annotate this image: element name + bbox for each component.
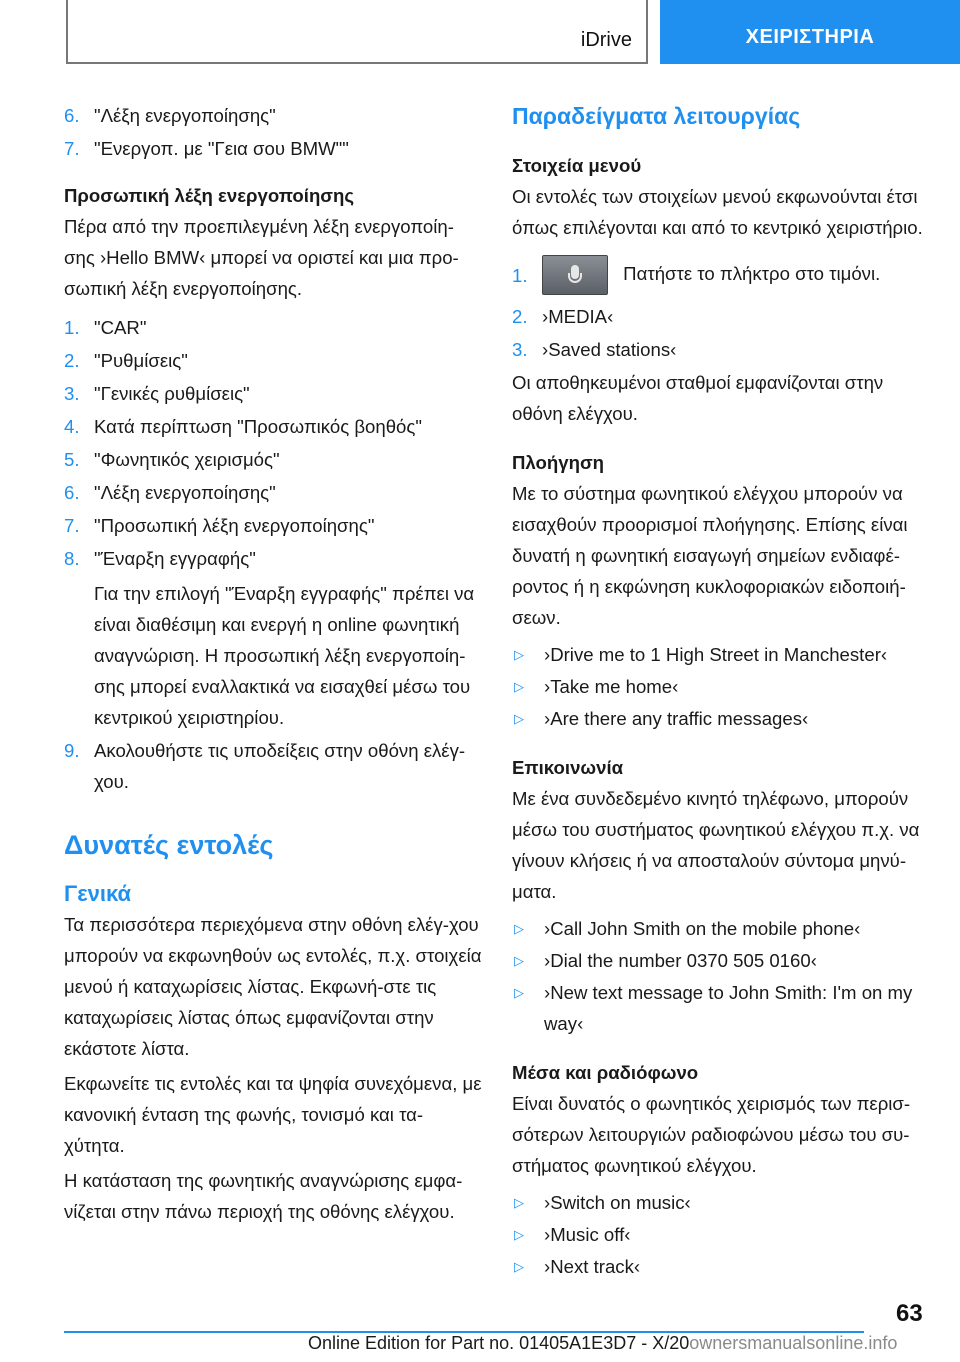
general-paragraph: Τα περισσότερα περιεχόμενα στην οθόνη ελέγ-χου μπορούν να εκφωνηθούν ως εντολές, π.χ. στοιχεία μενού ή καταχωρίσεις λίστας. Εκφωνή-στε τις καταχωρίσεις λίστας όπως εμφανίζονται στην εκάστοτε λίστα. xyxy=(64,914,482,1059)
list-item xyxy=(64,312,482,343)
page-number: 63 xyxy=(896,1300,923,1327)
command-text: ›Switch on music‹ xyxy=(544,1192,691,1213)
list-text: "Προσωπική λέξη ενεργοποίησης" xyxy=(94,515,375,536)
command-text: ›Music off‹ xyxy=(544,1224,631,1245)
command-item xyxy=(512,913,930,944)
general-heading: Γενικά xyxy=(64,881,132,906)
list-item xyxy=(64,543,482,733)
steps-list xyxy=(64,312,482,797)
page-header xyxy=(0,0,960,66)
communication-commands xyxy=(512,913,930,1039)
command-item xyxy=(512,671,930,702)
menu-items-heading: Στοιχεία μενού xyxy=(512,155,642,176)
command-text: ›Take me home‹ xyxy=(544,676,679,697)
header-chapter-tab xyxy=(660,0,960,64)
list-number: 9. xyxy=(64,740,80,761)
command-text: ›Next track‹ xyxy=(544,1256,641,1277)
list-item xyxy=(64,411,482,442)
triangle-right-icon: ▷ xyxy=(514,711,524,726)
list-number: 2. xyxy=(512,306,528,327)
general-paragraph: Εκφωνείτε τις εντολές και τα ψηφία συνεχόμενα, με κανονική ένταση της φωνής, τονισμό και τα-χύτητα. xyxy=(64,1073,482,1156)
header-section-box xyxy=(66,0,648,64)
step-note: Για την επιλογή "Έναρξη εγγραφής" πρέπει να είναι διαθέσιμη και ενεργή η online φωνητική αναγνώριση. Η προσωπική λέξη ενεργοποίη-σης μπορεί εναλλακτικά να εισαχθεί μέσω του κεντρικού χειριστηρίου. xyxy=(94,583,475,728)
list-text: ›Saved stations‹ xyxy=(542,339,677,360)
communication-text: Με ένα συνδεδεμένο κινητό τηλέφωνο, μπορούν μέσω του συστήματος φωνητικού ελέγχου π.χ. να γίνουν κλήσεις ή να αποσταλούν σύντομα μηνύ-ματα. xyxy=(512,788,920,902)
triangle-right-icon: ▷ xyxy=(514,985,524,1000)
triangle-right-icon: ▷ xyxy=(514,647,524,662)
list-text: "Λέξη ενεργοποίησης" xyxy=(94,482,276,503)
microphone-icon xyxy=(571,265,579,279)
list-item xyxy=(64,510,482,541)
command-item xyxy=(512,639,930,670)
command-text: ›Call John Smith on the mobile phone‹ xyxy=(544,918,861,939)
menu-after-text: Οι αποθηκευμένοι σταθμοί εμφανίζονται στην οθόνη ελέγχου. xyxy=(512,372,884,424)
command-item xyxy=(512,1219,930,1250)
media-radio-heading: Μέσα και ραδιόφωνο xyxy=(512,1062,699,1083)
list-item xyxy=(64,345,482,376)
personal-wake-word-heading: Προσωπική λέξη ενεργοποίησης xyxy=(64,185,355,206)
footer-edition xyxy=(308,1333,897,1354)
list-text: "CAR" xyxy=(94,317,147,338)
triangle-right-icon: ▷ xyxy=(514,1195,524,1210)
list-number: 8. xyxy=(64,548,80,569)
list-text: ›MEDIA‹ xyxy=(542,306,614,327)
navigation-heading: Πλοήγηση xyxy=(512,452,605,473)
general-paragraph: Η κατάσταση της φωνητικής αναγνώρισης εμφα-νίζεται στην πάνω περιοχή της οθόνης ελέγχου. xyxy=(64,1170,463,1222)
left-column xyxy=(64,100,482,1231)
list-number: 2. xyxy=(64,350,80,371)
list-item xyxy=(64,735,482,797)
list-text: "Ενεργοπ. με "Γεια σου BMW"" xyxy=(94,138,349,159)
top-list xyxy=(64,100,482,164)
command-item xyxy=(512,1251,930,1282)
list-item xyxy=(512,255,930,295)
list-text: "Ρυθμίσεις" xyxy=(94,350,188,371)
list-number: 4. xyxy=(64,416,80,437)
list-item xyxy=(64,378,482,409)
triangle-right-icon: ▷ xyxy=(514,1259,524,1274)
list-number: 3. xyxy=(64,383,80,404)
list-number: 6. xyxy=(64,482,80,503)
list-number: 7. xyxy=(64,515,80,536)
list-text: "Έναρξη εγγραφής" xyxy=(94,548,256,569)
media-radio-text: Είναι δυνατός ο φωνητικός χειρισμός των περισ-σότερων λειτουργιών ραδιοφώνου μέσω του συ-στήματος φωνητικού ελέγχου. xyxy=(512,1093,911,1176)
command-text: ›Are there any traffic messages‹ xyxy=(544,708,809,729)
list-text: "Λέξη ενεργοποίησης" xyxy=(94,105,276,126)
right-column xyxy=(512,100,930,1283)
command-item xyxy=(512,945,930,976)
list-text: Κατά περίπτωση "Προσωπικός βοηθός" xyxy=(94,416,422,437)
menu-steps-list xyxy=(512,255,930,365)
edition-text: Online Edition for Part no. 01405A1E3D7 - X/20 xyxy=(308,1333,690,1353)
menu-items-text: Οι εντολές των στοιχείων μενού εκφωνούνται έτσι όπως επιλέγονται και από το κεντρικό χειριστήριο. xyxy=(512,186,923,238)
watermark-text: ownersmanualsonline.info xyxy=(689,1333,898,1353)
navigation-commands xyxy=(512,639,930,734)
media-commands xyxy=(512,1187,930,1282)
personal-wake-word-text: Πέρα από την προεπιλεγμένη λέξη ενεργοποίη-σης ›Hello BMW‹ μπορεί να οριστεί και μια προ-σωπική λέξη ενεργοποίησης. xyxy=(64,216,459,299)
list-number: 5. xyxy=(64,449,80,470)
triangle-right-icon: ▷ xyxy=(514,953,524,968)
list-item xyxy=(64,133,482,164)
list-number: 6. xyxy=(64,105,80,126)
navigation-text: Με το σύστημα φωνητικού ελέγχου μπορούν να εισαχθούν προορισμοί πλοήγησης. Επίσης είναι δυνατή η φωνητική εισαγωγή σημείων ενδιαφέ-ροντος ή η εκφώνηση κυκλοφοριακών ειδοποιή-σεων. xyxy=(512,483,908,628)
voice-button-image xyxy=(542,255,608,295)
examples-heading: Παραδείγματα λειτουργίας xyxy=(512,103,801,129)
command-item xyxy=(512,703,930,734)
command-item xyxy=(512,977,930,1039)
header-section-title: iDrive xyxy=(580,29,632,51)
list-item xyxy=(64,477,482,508)
list-text: "Φωνητικός χειρισμός" xyxy=(94,449,280,470)
list-item xyxy=(64,100,482,131)
commands-heading: Δυνατές εντολές xyxy=(64,830,274,860)
command-text: ›New text message to John Smith: I'm on my way‹ xyxy=(544,982,913,1034)
triangle-right-icon: ▷ xyxy=(514,921,524,936)
command-text: ›Drive me to 1 High Street in Manchester‹ xyxy=(544,644,888,665)
list-number: 3. xyxy=(512,339,528,360)
list-number: 7. xyxy=(64,138,80,159)
list-item xyxy=(64,444,482,475)
list-number: 1. xyxy=(512,264,528,286)
triangle-right-icon: ▷ xyxy=(514,1227,524,1242)
list-item xyxy=(512,301,930,332)
triangle-right-icon: ▷ xyxy=(514,679,524,694)
command-text: ›Dial the number 0370 505 0160‹ xyxy=(544,950,817,971)
list-item xyxy=(512,334,930,365)
list-text: Ακολουθήστε τις υποδείξεις στην οθόνη ελέγ-χου. xyxy=(94,740,466,792)
header-chapter-label: ΧΕΙΡΙΣΤΗΡΙΑ xyxy=(745,25,875,48)
communication-heading: Επικοινωνία xyxy=(512,757,624,778)
command-item xyxy=(512,1187,930,1218)
list-text: "Γενικές ρυθμίσεις" xyxy=(94,383,250,404)
list-number: 1. xyxy=(64,317,80,338)
list-text: Πατήστε το πλήκτρο στο τιμόνι. xyxy=(623,262,881,284)
